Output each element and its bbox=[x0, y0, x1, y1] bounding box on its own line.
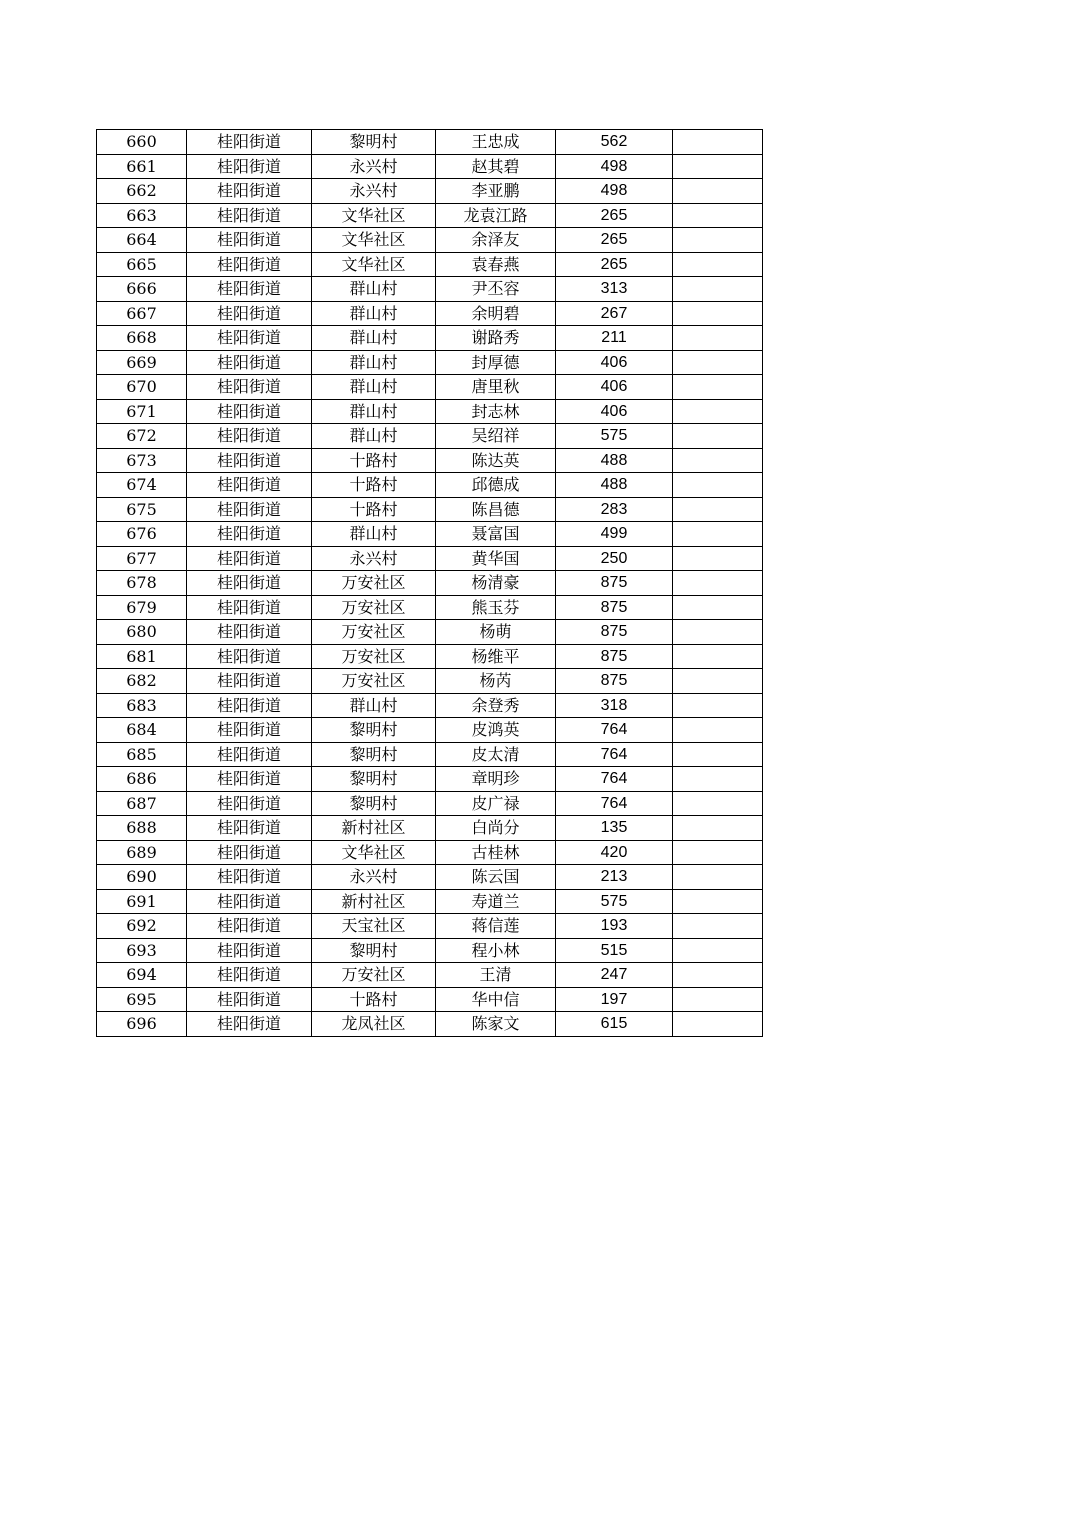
village-cell: 十路村 bbox=[312, 473, 436, 498]
person-name-cell: 陈昌德 bbox=[436, 497, 556, 522]
table-row bbox=[97, 620, 763, 645]
table-row bbox=[97, 742, 763, 767]
village-cell: 文华社区 bbox=[312, 203, 436, 228]
street-cell: 桂阳街道 bbox=[187, 546, 312, 571]
amount-cell: 488 bbox=[556, 473, 673, 498]
person-name-cell: 李亚鹏 bbox=[436, 179, 556, 204]
row-number-cell: 696 bbox=[97, 1012, 187, 1037]
person-name-cell: 尹丕容 bbox=[436, 277, 556, 302]
village-cell: 黎明村 bbox=[312, 791, 436, 816]
table-row bbox=[97, 963, 763, 988]
person-name-cell: 余泽友 bbox=[436, 228, 556, 253]
amount-cell: 406 bbox=[556, 375, 673, 400]
note-cell bbox=[673, 473, 763, 498]
table-row bbox=[97, 350, 763, 375]
street-cell: 桂阳街道 bbox=[187, 669, 312, 694]
note-cell bbox=[673, 693, 763, 718]
village-cell: 新村社区 bbox=[312, 889, 436, 914]
note-cell bbox=[673, 595, 763, 620]
table-row bbox=[97, 228, 763, 253]
row-number-cell: 661 bbox=[97, 154, 187, 179]
table-row bbox=[97, 301, 763, 326]
street-cell: 桂阳街道 bbox=[187, 154, 312, 179]
person-name-cell: 华中信 bbox=[436, 987, 556, 1012]
table-row bbox=[97, 791, 763, 816]
street-cell: 桂阳街道 bbox=[187, 987, 312, 1012]
amount-cell: 875 bbox=[556, 595, 673, 620]
amount-cell: 406 bbox=[556, 350, 673, 375]
row-number-cell: 674 bbox=[97, 473, 187, 498]
table-row bbox=[97, 448, 763, 473]
street-cell: 桂阳街道 bbox=[187, 448, 312, 473]
street-cell: 桂阳街道 bbox=[187, 693, 312, 718]
village-cell: 文华社区 bbox=[312, 840, 436, 865]
person-name-cell: 吴绍祥 bbox=[436, 424, 556, 449]
table-row bbox=[97, 497, 763, 522]
village-cell: 天宝社区 bbox=[312, 914, 436, 939]
person-name-cell: 杨维平 bbox=[436, 644, 556, 669]
table-row bbox=[97, 375, 763, 400]
person-name-cell: 杨清豪 bbox=[436, 571, 556, 596]
table-row bbox=[97, 522, 763, 547]
person-name-cell: 余登秀 bbox=[436, 693, 556, 718]
amount-cell: 420 bbox=[556, 840, 673, 865]
person-name-cell: 皮广禄 bbox=[436, 791, 556, 816]
village-cell: 黎明村 bbox=[312, 742, 436, 767]
street-cell: 桂阳街道 bbox=[187, 840, 312, 865]
table-row bbox=[97, 473, 763, 498]
street-cell: 桂阳街道 bbox=[187, 497, 312, 522]
amount-cell: 267 bbox=[556, 301, 673, 326]
person-name-cell: 章明珍 bbox=[436, 767, 556, 792]
table-row bbox=[97, 1012, 763, 1037]
table-row bbox=[97, 938, 763, 963]
amount-cell: 313 bbox=[556, 277, 673, 302]
note-cell bbox=[673, 252, 763, 277]
table-row bbox=[97, 840, 763, 865]
street-cell: 桂阳街道 bbox=[187, 252, 312, 277]
street-cell: 桂阳街道 bbox=[187, 938, 312, 963]
person-name-cell: 杨芮 bbox=[436, 669, 556, 694]
row-number-cell: 679 bbox=[97, 595, 187, 620]
amount-cell: 197 bbox=[556, 987, 673, 1012]
amount-cell: 247 bbox=[556, 963, 673, 988]
village-cell: 万安社区 bbox=[312, 571, 436, 596]
village-cell: 万安社区 bbox=[312, 963, 436, 988]
note-cell bbox=[673, 203, 763, 228]
person-name-cell: 陈家文 bbox=[436, 1012, 556, 1037]
village-cell: 万安社区 bbox=[312, 620, 436, 645]
note-cell bbox=[673, 399, 763, 424]
person-name-cell: 余明碧 bbox=[436, 301, 556, 326]
table-body bbox=[97, 130, 763, 1037]
amount-cell: 498 bbox=[556, 179, 673, 204]
village-cell: 万安社区 bbox=[312, 669, 436, 694]
note-cell bbox=[673, 448, 763, 473]
village-cell: 群山村 bbox=[312, 301, 436, 326]
table-row bbox=[97, 595, 763, 620]
village-cell: 龙凤社区 bbox=[312, 1012, 436, 1037]
table-row bbox=[97, 154, 763, 179]
table-row bbox=[97, 399, 763, 424]
data-table bbox=[96, 129, 763, 1037]
village-cell: 十路村 bbox=[312, 448, 436, 473]
person-name-cell: 陈云国 bbox=[436, 865, 556, 890]
row-number-cell: 675 bbox=[97, 497, 187, 522]
note-cell bbox=[673, 742, 763, 767]
street-cell: 桂阳街道 bbox=[187, 277, 312, 302]
street-cell: 桂阳街道 bbox=[187, 644, 312, 669]
table-row bbox=[97, 718, 763, 743]
amount-cell: 265 bbox=[556, 203, 673, 228]
street-cell: 桂阳街道 bbox=[187, 301, 312, 326]
amount-cell: 875 bbox=[556, 669, 673, 694]
note-cell bbox=[673, 840, 763, 865]
row-number-cell: 666 bbox=[97, 277, 187, 302]
table-row bbox=[97, 669, 763, 694]
row-number-cell: 678 bbox=[97, 571, 187, 596]
amount-cell: 764 bbox=[556, 767, 673, 792]
street-cell: 桂阳街道 bbox=[187, 130, 312, 155]
note-cell bbox=[673, 644, 763, 669]
row-number-cell: 671 bbox=[97, 399, 187, 424]
row-number-cell: 693 bbox=[97, 938, 187, 963]
amount-cell: 498 bbox=[556, 154, 673, 179]
row-number-cell: 662 bbox=[97, 179, 187, 204]
row-number-cell: 688 bbox=[97, 816, 187, 841]
street-cell: 桂阳街道 bbox=[187, 424, 312, 449]
village-cell: 文华社区 bbox=[312, 228, 436, 253]
note-cell bbox=[673, 130, 763, 155]
row-number-cell: 670 bbox=[97, 375, 187, 400]
village-cell: 永兴村 bbox=[312, 154, 436, 179]
street-cell: 桂阳街道 bbox=[187, 326, 312, 351]
village-cell: 十路村 bbox=[312, 497, 436, 522]
note-cell bbox=[673, 767, 763, 792]
note-cell bbox=[673, 571, 763, 596]
note-cell bbox=[673, 669, 763, 694]
row-number-cell: 669 bbox=[97, 350, 187, 375]
village-cell: 永兴村 bbox=[312, 546, 436, 571]
row-number-cell: 680 bbox=[97, 620, 187, 645]
row-number-cell: 663 bbox=[97, 203, 187, 228]
person-name-cell: 袁春燕 bbox=[436, 252, 556, 277]
note-cell bbox=[673, 277, 763, 302]
amount-cell: 499 bbox=[556, 522, 673, 547]
table-row bbox=[97, 889, 763, 914]
street-cell: 桂阳街道 bbox=[187, 522, 312, 547]
person-name-cell: 白尚分 bbox=[436, 816, 556, 841]
row-number-cell: 681 bbox=[97, 644, 187, 669]
note-cell bbox=[673, 963, 763, 988]
street-cell: 桂阳街道 bbox=[187, 473, 312, 498]
village-cell: 群山村 bbox=[312, 399, 436, 424]
amount-cell: 615 bbox=[556, 1012, 673, 1037]
person-name-cell: 程小林 bbox=[436, 938, 556, 963]
village-cell: 黎明村 bbox=[312, 938, 436, 963]
person-name-cell: 蒋信莲 bbox=[436, 914, 556, 939]
row-number-cell: 683 bbox=[97, 693, 187, 718]
person-name-cell: 王清 bbox=[436, 963, 556, 988]
amount-cell: 250 bbox=[556, 546, 673, 571]
note-cell bbox=[673, 620, 763, 645]
street-cell: 桂阳街道 bbox=[187, 375, 312, 400]
amount-cell: 213 bbox=[556, 865, 673, 890]
table-row bbox=[97, 424, 763, 449]
person-name-cell: 古桂林 bbox=[436, 840, 556, 865]
amount-cell: 764 bbox=[556, 742, 673, 767]
amount-cell: 575 bbox=[556, 889, 673, 914]
note-cell bbox=[673, 889, 763, 914]
street-cell: 桂阳街道 bbox=[187, 350, 312, 375]
amount-cell: 515 bbox=[556, 938, 673, 963]
note-cell bbox=[673, 546, 763, 571]
row-number-cell: 682 bbox=[97, 669, 187, 694]
village-cell: 万安社区 bbox=[312, 644, 436, 669]
street-cell: 桂阳街道 bbox=[187, 914, 312, 939]
amount-cell: 875 bbox=[556, 620, 673, 645]
village-cell: 群山村 bbox=[312, 522, 436, 547]
note-cell bbox=[673, 791, 763, 816]
row-number-cell: 687 bbox=[97, 791, 187, 816]
person-name-cell: 谢路秀 bbox=[436, 326, 556, 351]
street-cell: 桂阳街道 bbox=[187, 816, 312, 841]
amount-cell: 764 bbox=[556, 791, 673, 816]
village-cell: 群山村 bbox=[312, 375, 436, 400]
village-cell: 十路村 bbox=[312, 987, 436, 1012]
village-cell: 黎明村 bbox=[312, 718, 436, 743]
amount-cell: 764 bbox=[556, 718, 673, 743]
person-name-cell: 龙袁江路 bbox=[436, 203, 556, 228]
person-name-cell: 皮太清 bbox=[436, 742, 556, 767]
village-cell: 群山村 bbox=[312, 277, 436, 302]
row-number-cell: 667 bbox=[97, 301, 187, 326]
note-cell bbox=[673, 350, 763, 375]
note-cell bbox=[673, 987, 763, 1012]
street-cell: 桂阳街道 bbox=[187, 718, 312, 743]
row-number-cell: 690 bbox=[97, 865, 187, 890]
note-cell bbox=[673, 865, 763, 890]
amount-cell: 211 bbox=[556, 326, 673, 351]
row-number-cell: 691 bbox=[97, 889, 187, 914]
amount-cell: 562 bbox=[556, 130, 673, 155]
village-cell: 黎明村 bbox=[312, 767, 436, 792]
note-cell bbox=[673, 522, 763, 547]
amount-cell: 283 bbox=[556, 497, 673, 522]
table-row bbox=[97, 914, 763, 939]
person-name-cell: 寿道兰 bbox=[436, 889, 556, 914]
table-row bbox=[97, 252, 763, 277]
row-number-cell: 668 bbox=[97, 326, 187, 351]
amount-cell: 135 bbox=[556, 816, 673, 841]
note-cell bbox=[673, 301, 763, 326]
street-cell: 桂阳街道 bbox=[187, 865, 312, 890]
note-cell bbox=[673, 497, 763, 522]
street-cell: 桂阳街道 bbox=[187, 620, 312, 645]
amount-cell: 575 bbox=[556, 424, 673, 449]
note-cell bbox=[673, 816, 763, 841]
note-cell bbox=[673, 1012, 763, 1037]
row-number-cell: 692 bbox=[97, 914, 187, 939]
row-number-cell: 664 bbox=[97, 228, 187, 253]
village-cell: 群山村 bbox=[312, 326, 436, 351]
village-cell: 群山村 bbox=[312, 350, 436, 375]
street-cell: 桂阳街道 bbox=[187, 595, 312, 620]
village-cell: 群山村 bbox=[312, 424, 436, 449]
row-number-cell: 695 bbox=[97, 987, 187, 1012]
person-name-cell: 封志林 bbox=[436, 399, 556, 424]
amount-cell: 488 bbox=[556, 448, 673, 473]
note-cell bbox=[673, 718, 763, 743]
table-row bbox=[97, 571, 763, 596]
table-row bbox=[97, 816, 763, 841]
street-cell: 桂阳街道 bbox=[187, 889, 312, 914]
street-cell: 桂阳街道 bbox=[187, 1012, 312, 1037]
street-cell: 桂阳街道 bbox=[187, 203, 312, 228]
table-row bbox=[97, 130, 763, 155]
note-cell bbox=[673, 326, 763, 351]
street-cell: 桂阳街道 bbox=[187, 791, 312, 816]
village-cell: 群山村 bbox=[312, 693, 436, 718]
table-row bbox=[97, 865, 763, 890]
note-cell bbox=[673, 914, 763, 939]
amount-cell: 875 bbox=[556, 571, 673, 596]
note-cell bbox=[673, 154, 763, 179]
note-cell bbox=[673, 424, 763, 449]
amount-cell: 265 bbox=[556, 228, 673, 253]
person-name-cell: 王忠成 bbox=[436, 130, 556, 155]
street-cell: 桂阳街道 bbox=[187, 571, 312, 596]
row-number-cell: 689 bbox=[97, 840, 187, 865]
amount-cell: 875 bbox=[556, 644, 673, 669]
person-name-cell: 邱德成 bbox=[436, 473, 556, 498]
amount-cell: 265 bbox=[556, 252, 673, 277]
row-number-cell: 685 bbox=[97, 742, 187, 767]
row-number-cell: 694 bbox=[97, 963, 187, 988]
person-name-cell: 陈达英 bbox=[436, 448, 556, 473]
village-cell: 新村社区 bbox=[312, 816, 436, 841]
row-number-cell: 660 bbox=[97, 130, 187, 155]
amount-cell: 318 bbox=[556, 693, 673, 718]
row-number-cell: 677 bbox=[97, 546, 187, 571]
table-row bbox=[97, 546, 763, 571]
row-number-cell: 672 bbox=[97, 424, 187, 449]
table-row bbox=[97, 987, 763, 1012]
person-name-cell: 聂富国 bbox=[436, 522, 556, 547]
table-row bbox=[97, 326, 763, 351]
note-cell bbox=[673, 938, 763, 963]
row-number-cell: 684 bbox=[97, 718, 187, 743]
amount-cell: 406 bbox=[556, 399, 673, 424]
amount-cell: 193 bbox=[556, 914, 673, 939]
village-cell: 黎明村 bbox=[312, 130, 436, 155]
table-row bbox=[97, 277, 763, 302]
person-name-cell: 熊玉芬 bbox=[436, 595, 556, 620]
row-number-cell: 665 bbox=[97, 252, 187, 277]
note-cell bbox=[673, 179, 763, 204]
street-cell: 桂阳街道 bbox=[187, 179, 312, 204]
note-cell bbox=[673, 228, 763, 253]
person-name-cell: 封厚德 bbox=[436, 350, 556, 375]
person-name-cell: 皮鸿英 bbox=[436, 718, 556, 743]
person-name-cell: 赵其碧 bbox=[436, 154, 556, 179]
street-cell: 桂阳街道 bbox=[187, 742, 312, 767]
street-cell: 桂阳街道 bbox=[187, 767, 312, 792]
village-cell: 文华社区 bbox=[312, 252, 436, 277]
street-cell: 桂阳街道 bbox=[187, 963, 312, 988]
table-row bbox=[97, 203, 763, 228]
row-number-cell: 686 bbox=[97, 767, 187, 792]
table-row bbox=[97, 179, 763, 204]
table-row bbox=[97, 644, 763, 669]
street-cell: 桂阳街道 bbox=[187, 399, 312, 424]
person-name-cell: 黄华国 bbox=[436, 546, 556, 571]
village-cell: 永兴村 bbox=[312, 179, 436, 204]
street-cell: 桂阳街道 bbox=[187, 228, 312, 253]
person-name-cell: 唐里秋 bbox=[436, 375, 556, 400]
person-name-cell: 杨萌 bbox=[436, 620, 556, 645]
row-number-cell: 673 bbox=[97, 448, 187, 473]
village-cell: 永兴村 bbox=[312, 865, 436, 890]
village-cell: 万安社区 bbox=[312, 595, 436, 620]
table-row bbox=[97, 767, 763, 792]
table-row bbox=[97, 693, 763, 718]
note-cell bbox=[673, 375, 763, 400]
row-number-cell: 676 bbox=[97, 522, 187, 547]
